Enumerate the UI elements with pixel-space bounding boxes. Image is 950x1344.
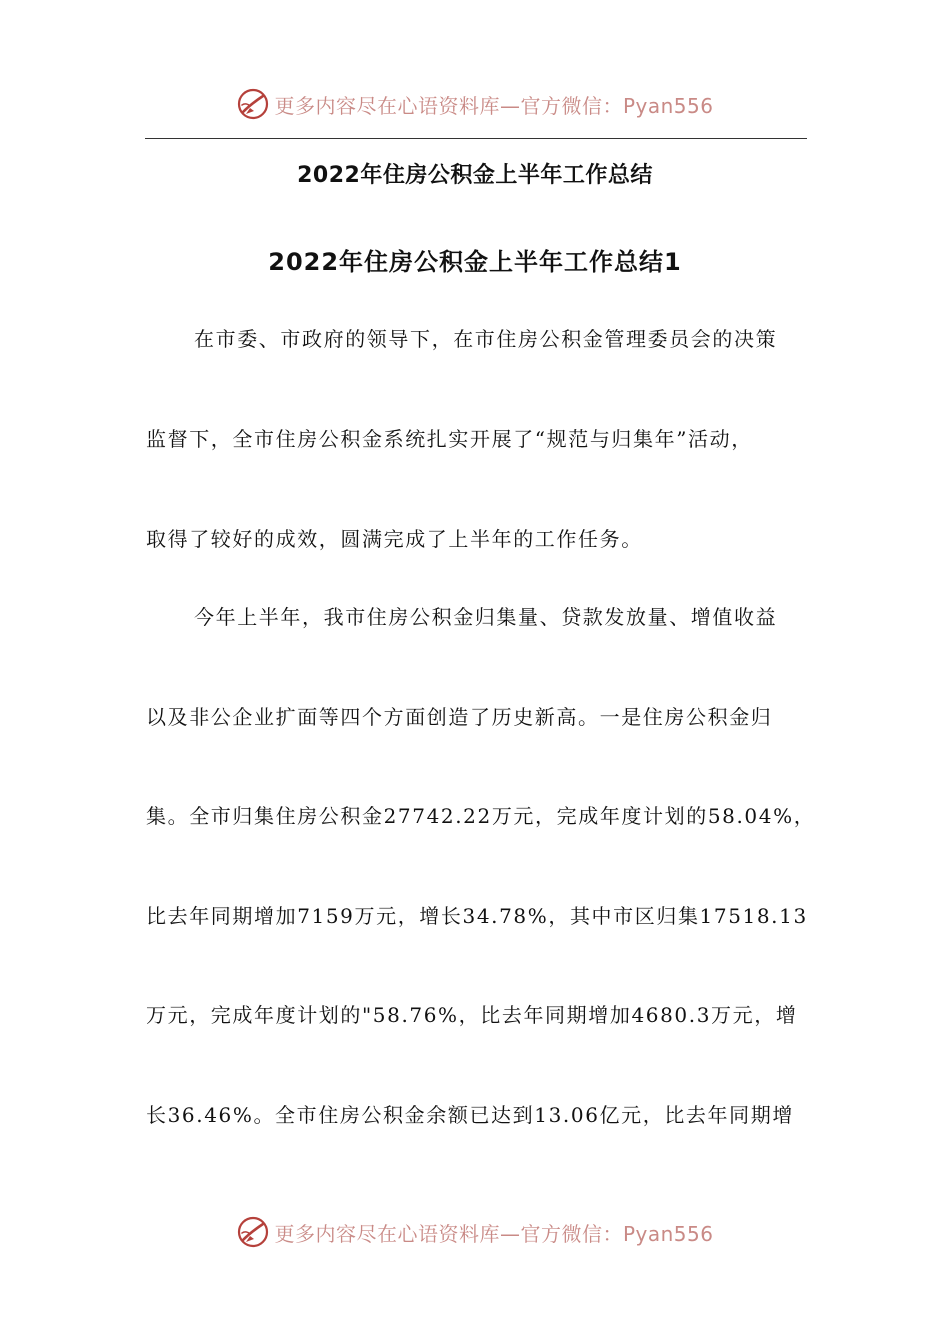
paragraph-line: 长36.46%。全市住房公积金余额已达到13.06亿元，比去年同期增 (146, 1103, 794, 1127)
paragraph-line: 在市委、市政府的领导下，在市住房公积金管理委员会的决策 (194, 327, 778, 351)
pen-logo-icon (236, 87, 270, 121)
paragraph-line: 以及非公企业扩面等四个方面创造了历史新高。一是住房公积金归 (146, 705, 773, 729)
section-title: 2022年住房公积金上半年工作总结1 (268, 248, 682, 276)
paragraph-line: 比去年同期增加7159万元，增长34.78%，其中市区归集17518.13 (146, 904, 808, 928)
banner-text: 更多内容尽在心语资料库—官方微信：Pyan556 (274, 1221, 714, 1246)
paragraph-line: 取得了较好的成效，圆满完成了上半年的工作任务。 (146, 527, 643, 551)
paragraph-line: 集。全市归集住房公积金27742.22万元，完成年度计划的58.04%， (146, 804, 816, 828)
paragraph-line: 今年上半年，我市住房公积金归集量、贷款发放量、增值收益 (194, 605, 778, 629)
page-title: 2022年住房公积金上半年工作总结 (297, 163, 653, 188)
header-divider (145, 138, 807, 139)
header-banner (0, 82, 950, 126)
banner-text: 更多内容尽在心语资料库—官方微信：Pyan556 (274, 93, 714, 118)
paragraph-line: 监督下，全市住房公积金系统扎实开展了“规范与归集年”活动， (146, 427, 753, 451)
footer-banner (0, 1210, 950, 1254)
paragraph-line: 万元，完成年度计划的"58.76%，比去年同期增加4680.3万元，增 (146, 1003, 798, 1027)
pen-logo-icon (236, 1215, 270, 1249)
